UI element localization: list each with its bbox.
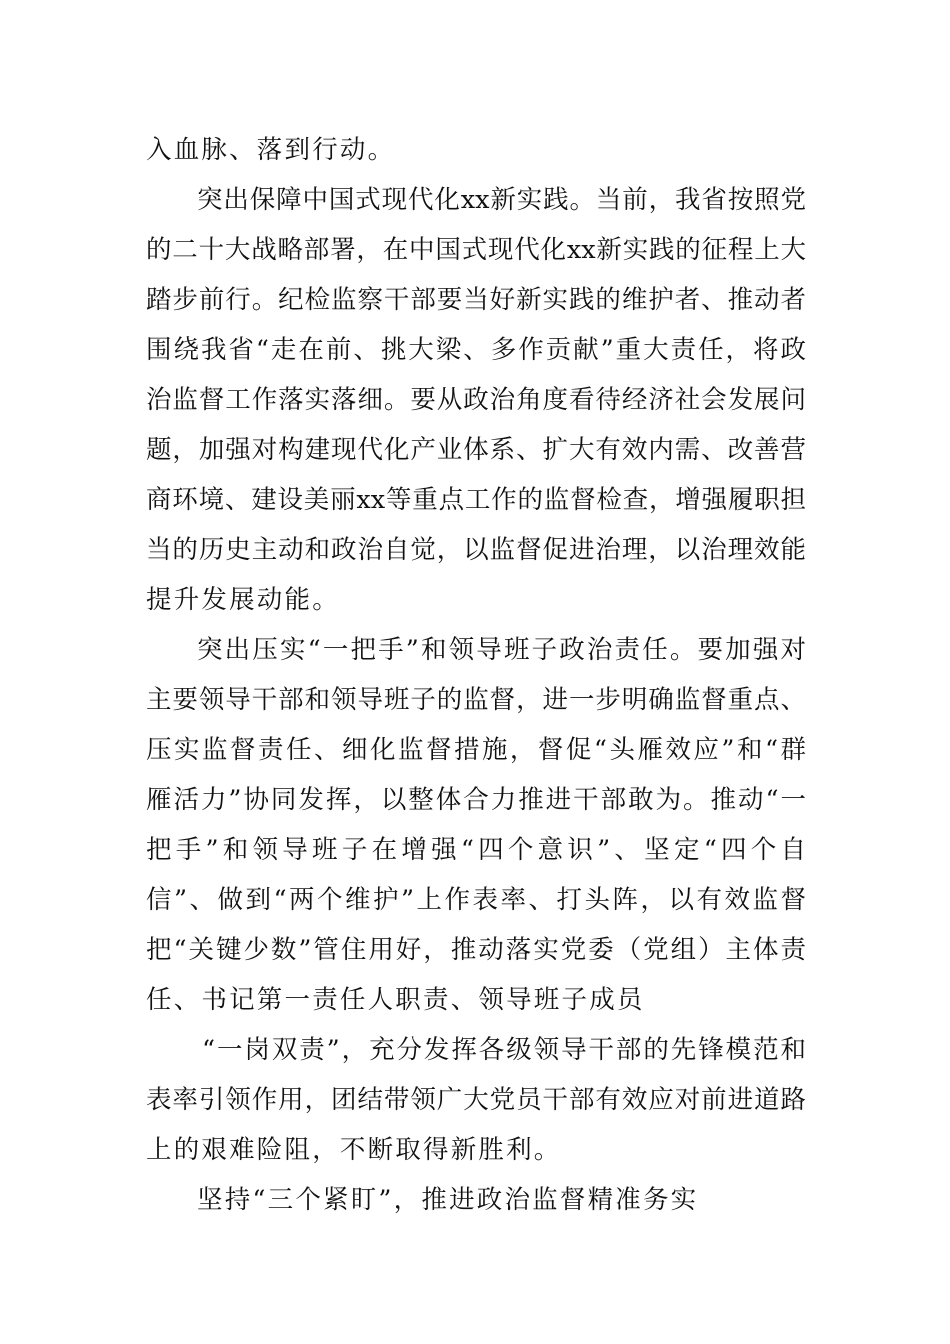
- paragraph-heading-line: 突出压实“一把手”和领导班子政治责任。要加强对: [197, 635, 806, 665]
- text-line: 提升发展动能。: [146, 585, 340, 615]
- text-line: 把手”和领导班子在增强“四个意识”、坚定“四个自: [146, 835, 806, 865]
- text-line: 治监督工作落实落细。要从政治角度看待经济社会发展问: [146, 385, 806, 415]
- text-line: 入血脉、落到行动。: [146, 135, 396, 165]
- text-line: 踏步前行。纪检监察干部要当好新实践的维护者、推动者: [146, 285, 806, 315]
- text-line: 的二十大战略部署，在中国式现代化xx新实践的征程上大: [146, 235, 806, 265]
- text-line: 雁活力”协同发挥，以整体合力推进干部敢为。推动“一: [146, 785, 806, 815]
- text-line: 上的艰难险阻，不断取得新胜利。: [146, 1135, 562, 1165]
- text-line: 任、书记第一责任人职责、领导班子成员: [146, 985, 645, 1015]
- text-line: 当的历史主动和政治自觉，以监督促进治理，以治理效能: [146, 535, 806, 565]
- text-line: 表率引领作用，团结带领广大党员干部有效应对前进道路: [146, 1085, 806, 1115]
- text-line: 主要领导干部和领导班子的监督，进一步明确监督重点、: [146, 685, 806, 715]
- text-line: 压实监督责任、细化监督措施，督促“头雁效应”和“群: [146, 735, 806, 765]
- text-line: 商环境、建设美丽xx等重点工作的监督检查，增强履职担: [146, 485, 806, 515]
- section-heading-line: 坚持“三个紧盯”，推进政治监督精准务实: [197, 1185, 699, 1215]
- paragraph-heading-line: 突出保障中国式现代化xx新实践。当前，我省按照党: [197, 185, 806, 215]
- text-line: 信”、做到“两个维护”上作表率、打头阵，以有效监督: [146, 885, 806, 915]
- text-line: 把“关键少数”管住用好，推动落实党委（党组）主体责: [146, 935, 806, 965]
- text-line: 围绕我省“走在前、挑大梁、多作贡献”重大责任，将政: [146, 335, 806, 365]
- text-line: “一岗双责”，充分发挥各级领导干部的先锋模范和: [202, 1035, 806, 1065]
- text-line: 题，加强对构建现代化产业体系、扩大有效内需、改善营: [146, 435, 806, 465]
